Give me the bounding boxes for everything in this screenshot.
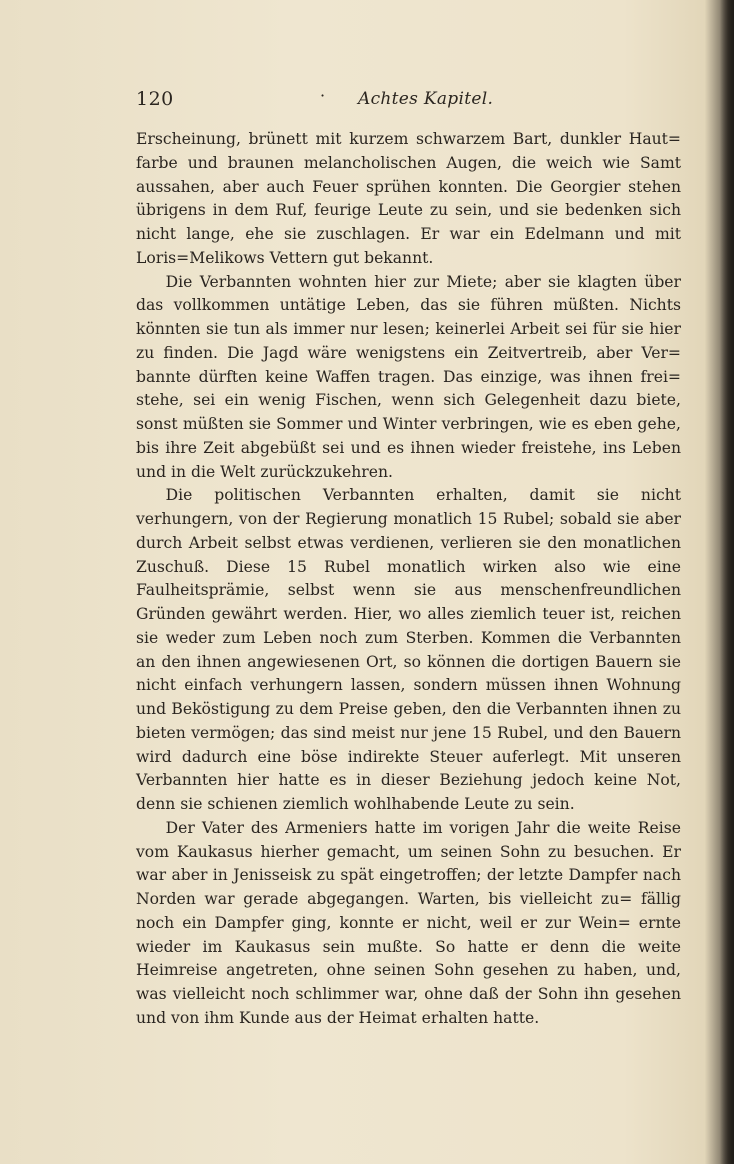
page-header (136, 88, 606, 112)
paragraph-1: Erscheinung, brünett mit kurzem schwarzem Bart, dunkler Haut= farbe und braunen melancholischen Augen, die weich wie Samt aussahen, aber auch Feuer sprühen konnten. Die Georgier stehen übrigens in dem Ruf, feurige Leute zu sein, und sie bedenken sich nicht lange, ehe sie zuschlagen. Er war ein Edelmann und mit Loris=Melikows Vettern gut bekannt. (136, 130, 681, 267)
page-edge-shadow (720, 0, 734, 1164)
paragraph-3: Die politischen Verbannten erhalten, damit sie nicht verhungern, von der Regierung monatlich 15 Rubel; sobald sie aber durch Arbeit selbst etwas verdienen, verlieren sie den monatlichen Zuschuß. Diese 15 Rubel monatlich wirken also wie eine Faulheitsprämie, selbst wenn sie aus menschenfreundlichen Gründen gewährt werden. Hier, wo alles ziemlich teuer ist, reichen sie weder zum Leben noch zum Sterben. Kommen die Verbannten an den ihnen angewiesenen Ort, so können die dortigen Bauern sie nicht einfach verhungern lassen, sondern müssen ihnen Wohnung und Beköstigung zu dem Preise geben, den die Verbannten ihnen zu bieten vermögen; das sind meist nur jene 15 Rubel, und den Bauern wird dadurch eine böse indirekte Steuer auferlegt. Mit unseren Verbannten hier hatte es in dieser Beziehung jedoch keine Not, denn sie schienen ziemlich wohlhabende Leute zu sein. (136, 486, 681, 813)
body-text (136, 128, 681, 1031)
page-number: 120 (136, 88, 174, 110)
paragraph-2: Die Verbannten wohnten hier zur Miete; aber sie klagten über das vollkommen untätige Leben, das sie führen müßten. Nichts könnten sie tun als immer nur lesen; keinerlei Arbeit sei für sie hier zu finden. Die Jagd wäre wenigstens ein Zeitvertreib, aber Ver= bannte dürften keine Waffen tragen. Das einzige, was ihnen frei= stehe, sei ein wenig Fischen, wenn sich Gelegenheit dazu biete, sonst müßten sie Sommer und Winter verbringen, wie es eben gehe, bis ihre Zeit abgebüßt sei und es ihnen wieder freistehe, ins Leben und in die Welt zurückzukehren. (136, 272, 681, 481)
paragraph-4: Der Vater des Armeniers hatte im vorigen Jahr die weite Reise vom Kaukasus hierher gemacht, um seinen Sohn zu besuchen. Er war aber in Jenisseisk zu spät eingetroffen; der letzte Dampfer nach Norden war gerade abgegangen. Warten, bis vielleicht zu= fällig noch ein Dampfer ging, konnte er nicht, weil er zur Wein= ernte wieder im Kaukasus sein mußte. So hatte er denn die weite Heimreise angetreten, ohne seinen Sohn gesehen zu haben, und, was vielleicht noch schlimmer war, ohne daß der Sohn ihn gesehen und von ihm Kunde aus der Heimat erhalten hatte. (136, 818, 681, 1027)
running-head: Achtes Kapitel. (358, 89, 494, 109)
header-dot: · (320, 86, 326, 105)
